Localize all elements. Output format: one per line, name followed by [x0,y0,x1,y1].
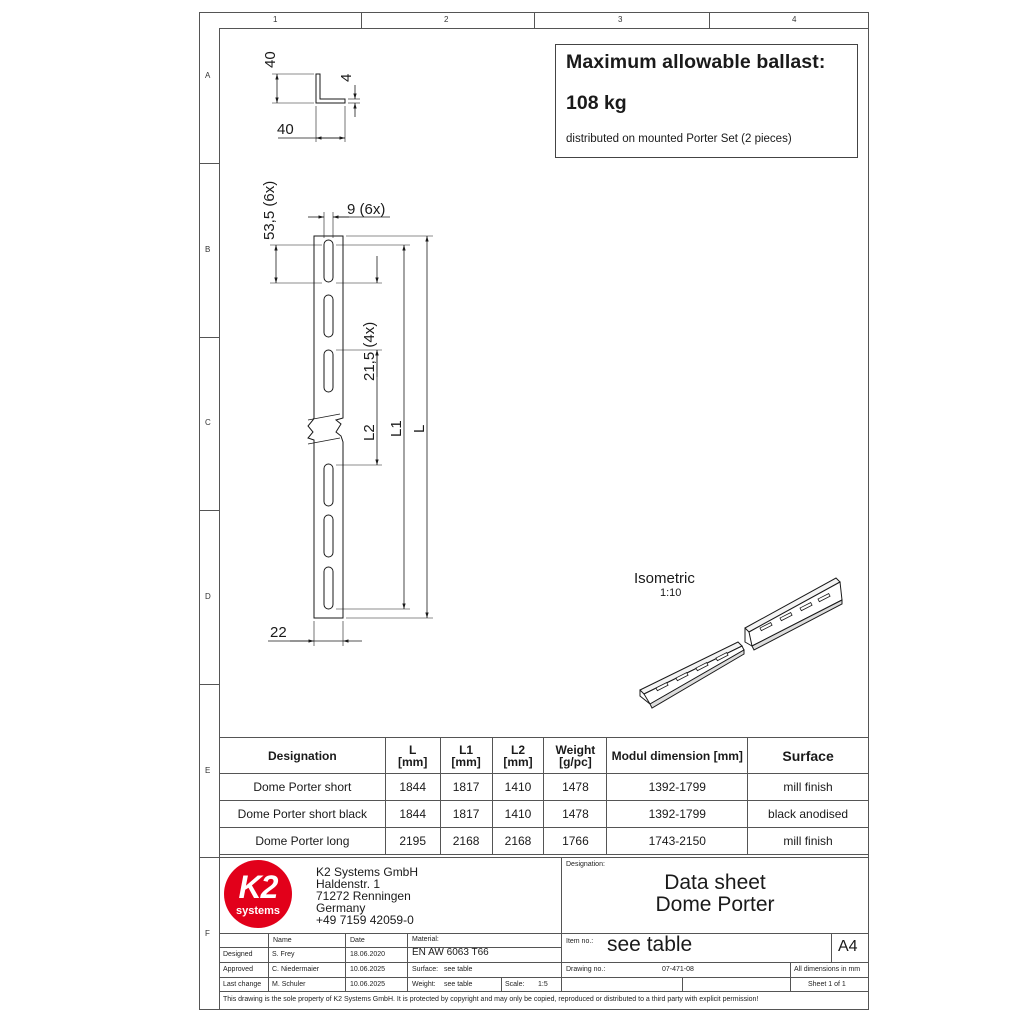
date-header: Date [350,937,365,944]
zone-col-3: 3 [618,15,623,24]
item-value: see table [607,933,693,956]
spec-table-header [220,738,869,774]
cell-weight: 1478 [544,801,607,828]
dimensions-note: All dimensions in mm [794,966,861,973]
cell-modul: 1392-1799 [607,801,748,828]
approved-name: C. Niedermaier [272,966,320,973]
header-l: L [mm] [385,738,440,774]
header-l1: L1 [mm] [440,738,492,774]
surface-label: Surface: [412,966,439,973]
weight-value: see table [444,981,473,988]
cell-l2: 2168 [492,828,544,855]
zone-row-c: C [205,418,211,427]
company-phone: +49 7159 42059-0 [316,913,414,927]
ballast-value: 108 kg [566,92,627,114]
cell-l1: 1817 [440,774,492,801]
table-row [220,801,869,828]
k2-logo [224,860,292,928]
ballast-note: distributed on mounted Porter Set (2 pieces) [566,133,792,145]
last-change-date: 10.06.2025 [350,981,386,988]
cell-l: 1844 [385,774,440,801]
scale-value: 1:5 [538,981,548,988]
zone-col-1: 1 [273,15,278,24]
table-row [220,828,869,855]
cell-l2: 1410 [492,774,544,801]
rail-dim-slot-length: 21,5 (4x) [361,321,378,381]
rail-dim-l1: L1 [388,420,405,437]
scale-label: Scale: [505,981,525,988]
designed-label: Designed [223,951,253,958]
cell-modul: 1743-2150 [607,828,748,855]
rail-view [268,212,433,646]
header-l2: L2 [mm] [492,738,544,774]
drawing-no-label: Drawing no.: [566,966,606,973]
cell-designation: Dome Porter short black [220,801,386,828]
zone-col-4: 4 [792,15,797,24]
cell-l2: 1410 [492,801,544,828]
approved-date: 10.06.2025 [350,966,386,973]
rail-dim-first-slot: 53,5 (6x) [261,180,278,240]
designation-line-1: Data sheet [664,871,766,894]
copyright-notice: This drawing is the sole property of K2 Systems GmbH. It is protected by copyright and may only be copied, reproduced or distributed to a third party with explicit permission! [223,996,759,1003]
drawing-no-value: 07-471-08 [662,966,694,973]
paper-format: A4 [838,938,858,955]
zone-row-e: E [205,766,211,775]
profile-dim-width: 40 [277,121,294,138]
weight-label: Weight: [412,981,436,988]
cell-l: 1844 [385,801,440,828]
header-modul: Modul dimension [mm] [607,738,748,774]
item-label: Item no.: [566,938,594,945]
cell-surface: mill finish [748,828,869,855]
cell-designation: Dome Porter long [220,828,386,855]
designation-label: Designation: [566,861,605,868]
header-designation: Designation [220,738,386,774]
rail-dim-l: L [411,424,428,433]
zone-row-a: A [205,71,211,80]
zone-row-b: B [205,245,211,254]
rail-dim-width: 22 [270,624,287,641]
sheet-number: Sheet 1 of 1 [808,981,846,988]
rail-dim-l2: L2 [361,424,378,441]
designed-name: S. Frey [272,951,295,958]
spec-table [219,737,869,855]
zone-row-d: D [205,592,211,601]
material-label: Material: [412,936,439,943]
cell-l1: 2168 [440,828,492,855]
cell-weight: 1478 [544,774,607,801]
zone-col-2: 2 [444,15,449,24]
profile-dim-height: 40 [262,51,279,68]
isometric-scale: 1:10 [660,587,682,599]
cell-surface: mill finish [748,774,869,801]
cell-weight: 1766 [544,828,607,855]
table-row [220,774,869,801]
name-header: Name [273,937,292,944]
logo-subtext: systems [235,905,281,917]
surface-value: see table [444,966,473,973]
cell-l1: 1817 [440,801,492,828]
company-name: K2 Systems GmbH [316,865,419,879]
company-city: 71272 Renningen [316,889,411,903]
approved-label: Approved [223,966,253,973]
last-change-label: Last change [223,981,262,988]
cell-l: 2195 [385,828,440,855]
isometric-label: Isometric [634,570,695,587]
designation-line-2: Dome Porter [655,893,775,916]
designed-date: 18.06.2020 [350,951,386,958]
company-street: Haldenstr. 1 [316,877,381,891]
ballast-title: Maximum allowable ballast: [566,51,826,73]
header-surface: Surface [748,738,869,774]
header-weight: Weight [g/pc] [544,738,607,774]
profile-dim-thickness: 4 [338,73,355,82]
cell-modul: 1392-1799 [607,774,748,801]
logo-text: K2 [238,869,278,905]
cell-designation: Dome Porter short [220,774,386,801]
company-country: Germany [316,901,366,915]
rail-dim-slot-width: 9 (6x) [347,201,386,218]
material-value: EN AW 6063 T66 [412,947,489,958]
last-change-name: M. Schuler [272,981,306,988]
zone-row-f: F [205,929,210,938]
cell-surface: black anodised [748,801,869,828]
